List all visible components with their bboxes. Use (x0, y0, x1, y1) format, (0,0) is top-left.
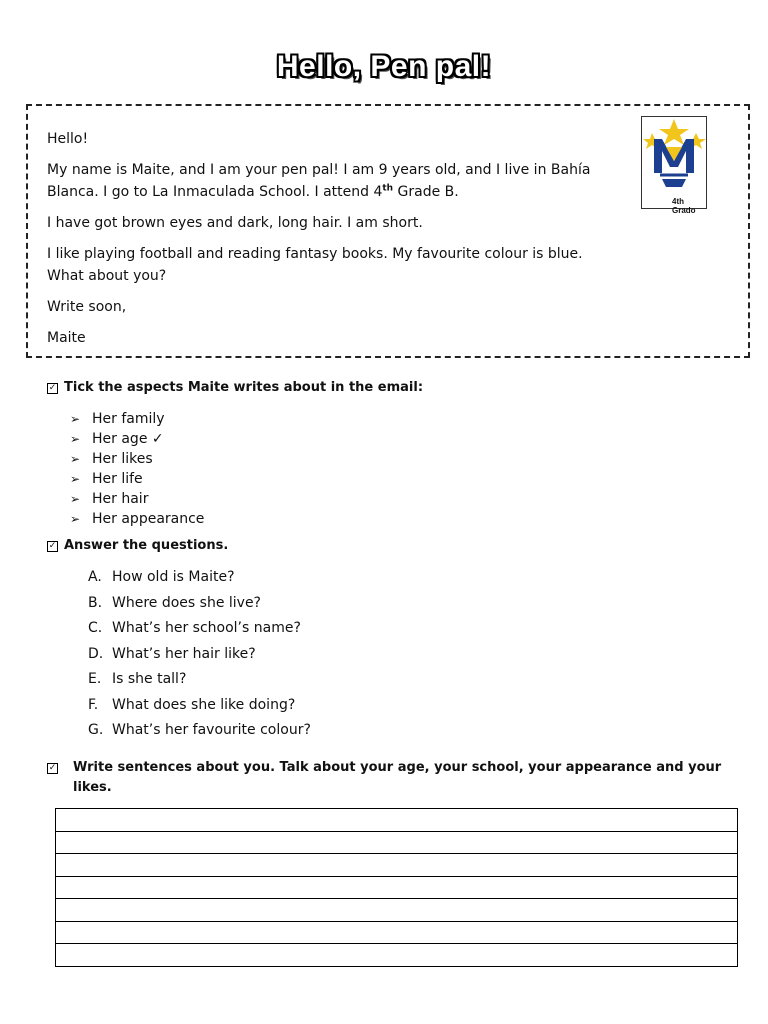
list-item: ➢ Her age ✓ (70, 431, 164, 447)
list-item: ➢ Her life (70, 471, 143, 487)
letter-body (47, 128, 617, 358)
ordinal-suffix: th (382, 183, 394, 194)
school-logo (641, 116, 707, 215)
letter-closing: Write soon, (47, 299, 127, 315)
arrow-bullet-icon: ➢ (70, 412, 81, 426)
list-item: ➢ Her family (70, 411, 165, 427)
question-item: C. What’s her school’s name? (88, 620, 301, 636)
letter-box (26, 104, 750, 358)
aspects-list (70, 409, 204, 529)
writing-line[interactable] (56, 877, 737, 900)
letter-signature: Maite (47, 330, 86, 346)
writing-line[interactable] (56, 922, 737, 945)
writing-line[interactable] (56, 854, 737, 877)
list-item: ➢ Her appearance (70, 511, 205, 527)
letter-likes: I like playing football and reading fantasy books. My favourite colour is blue. What about you? (47, 246, 583, 284)
arrow-bullet-icon: ➢ (70, 512, 81, 526)
question-item: B. Where does she live? (88, 594, 261, 611)
task2-heading: ✓ Answer the questions. (48, 538, 229, 553)
writing-line[interactable] (56, 899, 737, 922)
checkbox-icon: ✓ (48, 763, 57, 773)
school-crest-icon (642, 117, 706, 197)
letter-appearance: I have got brown eyes and dark, long hair. I am short. (47, 215, 423, 231)
writing-line[interactable] (56, 832, 737, 855)
questions-list (88, 565, 311, 744)
task1-heading: ✓ Tick the aspects Maite writes about in the email: (48, 380, 424, 395)
writing-lines[interactable] (55, 808, 738, 967)
question-item: D. What’s her hair like? (88, 645, 256, 662)
arrow-bullet-icon: ➢ (70, 452, 81, 466)
arrow-bullet-icon: ➢ (70, 432, 81, 446)
letter-intro: My name is Maite, and I am your pen pal! I am 9 years old, and I live in Bahía Blanca. I go to La Inmaculada School. I attend 4th Grade B. (47, 162, 591, 200)
list-item: ➢ Her hair (70, 491, 149, 507)
checkbox-icon: ✓ (48, 383, 57, 393)
checkbox-icon: ✓ (48, 541, 57, 551)
page-title: Hello, Pen pal! (276, 50, 492, 83)
arrow-bullet-icon: ➢ (70, 492, 81, 506)
question-item: A. How old is Maite? (88, 569, 235, 585)
logo-caption: 4th Grado (672, 197, 696, 215)
letter-greeting: Hello! (47, 131, 89, 147)
question-item: E. Is she tall? (88, 671, 187, 687)
question-item: G. What’s her favourite colour? (88, 722, 311, 738)
writing-line[interactable] (56, 809, 737, 832)
task3-heading: ✓ Write sentences about you. Talk about your age, your school, your appearance and your likes. (48, 760, 722, 795)
writing-line[interactable] (56, 944, 737, 966)
list-item: ➢ Her likes (70, 451, 153, 467)
arrow-bullet-icon: ➢ (70, 472, 81, 486)
question-item: F. What does she like doing? (88, 696, 296, 713)
